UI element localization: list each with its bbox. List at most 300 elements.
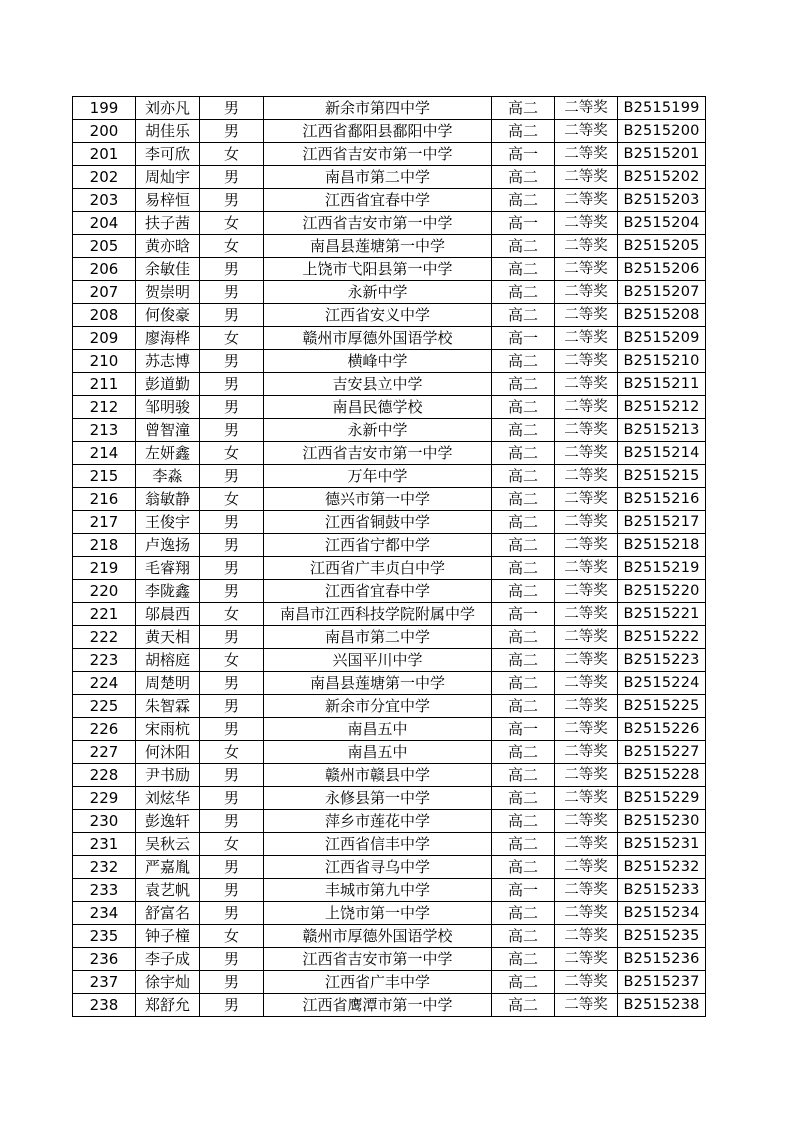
award-level: 二等奖 [555, 856, 618, 879]
grade-level: 高二 [492, 695, 555, 718]
award-level: 二等奖 [555, 810, 618, 833]
table-row [73, 695, 706, 718]
school-name: 江西省吉安市第一中学 [264, 442, 492, 465]
student-gender: 男 [200, 948, 264, 971]
student-name: 扶子茜 [136, 212, 200, 235]
student-name: 胡榕庭 [136, 649, 200, 672]
grade-level: 高二 [492, 373, 555, 396]
row-number: 203 [73, 189, 136, 212]
certificate-number: B2515233 [618, 879, 706, 902]
row-number: 218 [73, 534, 136, 557]
school-name: 南昌市江西科技学院附属中学 [264, 603, 492, 626]
student-name: 郑舒允 [136, 994, 200, 1017]
certificate-number: B2515208 [618, 304, 706, 327]
school-name: 江西省铜鼓中学 [264, 511, 492, 534]
school-name: 江西省宜春中学 [264, 580, 492, 603]
school-name: 江西省鄱阳县鄱阳中学 [264, 120, 492, 143]
table-row [73, 212, 706, 235]
school-name: 江西省广丰贞白中学 [264, 557, 492, 580]
student-name: 李淼 [136, 465, 200, 488]
certificate-number: B2515224 [618, 672, 706, 695]
student-gender: 男 [200, 350, 264, 373]
certificate-number: B2515209 [618, 327, 706, 350]
school-name: 万年中学 [264, 465, 492, 488]
grade-level: 高二 [492, 304, 555, 327]
student-name: 舒富名 [136, 902, 200, 925]
student-name: 钟子橦 [136, 925, 200, 948]
table-row [73, 143, 706, 166]
student-name: 李可欣 [136, 143, 200, 166]
row-number: 232 [73, 856, 136, 879]
grade-level: 高二 [492, 189, 555, 212]
award-level: 二等奖 [555, 902, 618, 925]
school-name: 丰城市第九中学 [264, 879, 492, 902]
award-level: 二等奖 [555, 557, 618, 580]
student-gender: 男 [200, 511, 264, 534]
certificate-number: B2515226 [618, 718, 706, 741]
student-name: 尹书励 [136, 764, 200, 787]
table-row [73, 442, 706, 465]
student-name: 朱智霖 [136, 695, 200, 718]
school-name: 江西省吉安市第一中学 [264, 948, 492, 971]
grade-level: 高一 [492, 603, 555, 626]
certificate-number: B2515228 [618, 764, 706, 787]
grade-level: 高二 [492, 741, 555, 764]
school-name: 赣州市厚德外国语学校 [264, 327, 492, 350]
row-number: 234 [73, 902, 136, 925]
table-row [73, 419, 706, 442]
row-number: 214 [73, 442, 136, 465]
student-name: 左妍鑫 [136, 442, 200, 465]
row-number: 238 [73, 994, 136, 1017]
certificate-number: B2515236 [618, 948, 706, 971]
grade-level: 高二 [492, 120, 555, 143]
row-number: 220 [73, 580, 136, 603]
school-name: 萍乡市莲花中学 [264, 810, 492, 833]
award-level: 二等奖 [555, 373, 618, 396]
grade-level: 高二 [492, 258, 555, 281]
school-name: 南昌五中 [264, 741, 492, 764]
award-level: 二等奖 [555, 833, 618, 856]
student-gender: 男 [200, 879, 264, 902]
school-name: 江西省寻乌中学 [264, 856, 492, 879]
student-gender: 男 [200, 465, 264, 488]
grade-level: 高二 [492, 948, 555, 971]
grade-level: 高二 [492, 764, 555, 787]
certificate-number: B2515227 [618, 741, 706, 764]
certificate-number: B2515217 [618, 511, 706, 534]
student-name: 黄亦晗 [136, 235, 200, 258]
student-name: 宋雨杭 [136, 718, 200, 741]
table-row [73, 994, 706, 1017]
student-gender: 女 [200, 212, 264, 235]
student-name: 彭道勤 [136, 373, 200, 396]
award-level: 二等奖 [555, 143, 618, 166]
table-row [73, 120, 706, 143]
row-number: 225 [73, 695, 136, 718]
table-row [73, 764, 706, 787]
school-name: 上饶市第一中学 [264, 902, 492, 925]
certificate-number: B2515200 [618, 120, 706, 143]
table-row [73, 557, 706, 580]
school-name: 江西省宁都中学 [264, 534, 492, 557]
table-row [73, 488, 706, 511]
award-level: 二等奖 [555, 258, 618, 281]
student-gender: 男 [200, 787, 264, 810]
grade-level: 高二 [492, 557, 555, 580]
award-level: 二等奖 [555, 534, 618, 557]
student-gender: 男 [200, 695, 264, 718]
row-number: 236 [73, 948, 136, 971]
grade-level: 高二 [492, 442, 555, 465]
grade-level: 高二 [492, 419, 555, 442]
award-level: 二等奖 [555, 787, 618, 810]
award-level: 二等奖 [555, 741, 618, 764]
award-level: 二等奖 [555, 166, 618, 189]
student-name: 周楚明 [136, 672, 200, 695]
table-row [73, 396, 706, 419]
certificate-number: B2515201 [618, 143, 706, 166]
school-name: 新余市第四中学 [264, 97, 492, 120]
certificate-number: B2515223 [618, 649, 706, 672]
school-name: 南昌五中 [264, 718, 492, 741]
student-name: 胡佳乐 [136, 120, 200, 143]
grade-level: 高二 [492, 787, 555, 810]
table-row [73, 856, 706, 879]
certificate-number: B2515203 [618, 189, 706, 212]
award-level: 二等奖 [555, 465, 618, 488]
student-name: 徐宇灿 [136, 971, 200, 994]
table-row [73, 373, 706, 396]
certificate-number: B2515230 [618, 810, 706, 833]
certificate-number: B2515202 [618, 166, 706, 189]
student-gender: 男 [200, 764, 264, 787]
student-name: 王俊宇 [136, 511, 200, 534]
grade-level: 高二 [492, 534, 555, 557]
student-name: 严嘉胤 [136, 856, 200, 879]
school-name: 江西省吉安市第一中学 [264, 212, 492, 235]
table-row [73, 281, 706, 304]
table-row [73, 511, 706, 534]
grade-level: 高二 [492, 465, 555, 488]
table-row [73, 258, 706, 281]
certificate-number: B2515211 [618, 373, 706, 396]
grade-level: 高二 [492, 626, 555, 649]
school-name: 南昌县莲塘第一中学 [264, 672, 492, 695]
award-level: 二等奖 [555, 212, 618, 235]
student-gender: 男 [200, 396, 264, 419]
certificate-number: B2515232 [618, 856, 706, 879]
row-number: 235 [73, 925, 136, 948]
award-level: 二等奖 [555, 626, 618, 649]
award-level: 二等奖 [555, 97, 618, 120]
award-level: 二等奖 [555, 327, 618, 350]
award-level: 二等奖 [555, 120, 618, 143]
student-name: 刘亦凡 [136, 97, 200, 120]
grade-level: 高一 [492, 718, 555, 741]
grade-level: 高二 [492, 235, 555, 258]
award-level: 二等奖 [555, 235, 618, 258]
award-level: 二等奖 [555, 281, 618, 304]
school-name: 赣州市赣县中学 [264, 764, 492, 787]
certificate-number: B2515216 [618, 488, 706, 511]
grade-level: 高二 [492, 488, 555, 511]
award-level: 二等奖 [555, 189, 618, 212]
table-row [73, 327, 706, 350]
award-level: 二等奖 [555, 971, 618, 994]
certificate-number: B2515199 [618, 97, 706, 120]
table-row [73, 235, 706, 258]
award-level: 二等奖 [555, 718, 618, 741]
grade-level: 高一 [492, 327, 555, 350]
student-name: 李子成 [136, 948, 200, 971]
student-name: 苏志博 [136, 350, 200, 373]
student-gender: 男 [200, 281, 264, 304]
row-number: 230 [73, 810, 136, 833]
certificate-number: B2515207 [618, 281, 706, 304]
award-level: 二等奖 [555, 948, 618, 971]
grade-level: 高二 [492, 396, 555, 419]
row-number: 207 [73, 281, 136, 304]
school-name: 德兴市第一中学 [264, 488, 492, 511]
award-level: 二等奖 [555, 925, 618, 948]
school-name: 横峰中学 [264, 350, 492, 373]
student-name: 余敏佳 [136, 258, 200, 281]
grade-level: 高二 [492, 672, 555, 695]
school-name: 南昌民德学校 [264, 396, 492, 419]
table-row [73, 166, 706, 189]
school-name: 南昌县莲塘第一中学 [264, 235, 492, 258]
row-number: 224 [73, 672, 136, 695]
row-number: 206 [73, 258, 136, 281]
certificate-number: B2515237 [618, 971, 706, 994]
student-gender: 女 [200, 649, 264, 672]
student-gender: 女 [200, 235, 264, 258]
student-gender: 男 [200, 557, 264, 580]
row-number: 201 [73, 143, 136, 166]
certificate-number: B2515206 [618, 258, 706, 281]
student-name: 刘炫华 [136, 787, 200, 810]
grade-level: 高二 [492, 833, 555, 856]
award-level: 二等奖 [555, 603, 618, 626]
grade-level: 高二 [492, 580, 555, 603]
award-list-body [73, 97, 706, 1017]
row-number: 237 [73, 971, 136, 994]
row-number: 213 [73, 419, 136, 442]
table-row [73, 465, 706, 488]
student-name: 翁敏静 [136, 488, 200, 511]
row-number: 204 [73, 212, 136, 235]
school-name: 兴国平川中学 [264, 649, 492, 672]
award-level: 二等奖 [555, 304, 618, 327]
row-number: 216 [73, 488, 136, 511]
school-name: 江西省吉安市第一中学 [264, 143, 492, 166]
grade-level: 高二 [492, 511, 555, 534]
grade-level: 高二 [492, 994, 555, 1017]
student-gender: 男 [200, 971, 264, 994]
grade-level: 高二 [492, 281, 555, 304]
certificate-number: B2515238 [618, 994, 706, 1017]
row-number: 228 [73, 764, 136, 787]
student-gender: 女 [200, 925, 264, 948]
table-row [73, 626, 706, 649]
grade-level: 高二 [492, 166, 555, 189]
student-gender: 女 [200, 833, 264, 856]
table-row [73, 925, 706, 948]
award-level: 二等奖 [555, 994, 618, 1017]
certificate-number: B2515213 [618, 419, 706, 442]
award-level: 二等奖 [555, 350, 618, 373]
certificate-number: B2515210 [618, 350, 706, 373]
student-name: 吴秋云 [136, 833, 200, 856]
grade-level: 高二 [492, 925, 555, 948]
award-level: 二等奖 [555, 649, 618, 672]
grade-level: 高二 [492, 97, 555, 120]
student-gender: 女 [200, 327, 264, 350]
row-number: 233 [73, 879, 136, 902]
student-gender: 男 [200, 97, 264, 120]
student-name: 何沐阳 [136, 741, 200, 764]
school-name: 永新中学 [264, 419, 492, 442]
certificate-number: B2515219 [618, 557, 706, 580]
certificate-number: B2515220 [618, 580, 706, 603]
student-name: 黄天相 [136, 626, 200, 649]
student-gender: 男 [200, 419, 264, 442]
certificate-number: B2515214 [618, 442, 706, 465]
row-number: 202 [73, 166, 136, 189]
row-number: 211 [73, 373, 136, 396]
student-gender: 女 [200, 143, 264, 166]
student-name: 卢逸扬 [136, 534, 200, 557]
row-number: 205 [73, 235, 136, 258]
award-level: 二等奖 [555, 695, 618, 718]
table-row [73, 971, 706, 994]
certificate-number: B2515212 [618, 396, 706, 419]
student-gender: 男 [200, 718, 264, 741]
table-row [73, 603, 706, 626]
student-gender: 男 [200, 856, 264, 879]
grade-level: 高一 [492, 212, 555, 235]
school-name: 永修县第一中学 [264, 787, 492, 810]
certificate-number: B2515231 [618, 833, 706, 856]
award-level: 二等奖 [555, 488, 618, 511]
school-name: 赣州市厚德外国语学校 [264, 925, 492, 948]
student-name: 彭逸轩 [136, 810, 200, 833]
student-name: 贺崇明 [136, 281, 200, 304]
grade-level: 高二 [492, 856, 555, 879]
certificate-number: B2515204 [618, 212, 706, 235]
student-gender: 男 [200, 626, 264, 649]
row-number: 229 [73, 787, 136, 810]
grade-level: 高一 [492, 143, 555, 166]
certificate-number: B2515225 [618, 695, 706, 718]
certificate-number: B2515221 [618, 603, 706, 626]
student-name: 邬晨西 [136, 603, 200, 626]
table-row [73, 741, 706, 764]
school-name: 江西省鹰潭市第一中学 [264, 994, 492, 1017]
row-number: 200 [73, 120, 136, 143]
certificate-number: B2515205 [618, 235, 706, 258]
grade-level: 高二 [492, 649, 555, 672]
table-row [73, 350, 706, 373]
student-gender: 女 [200, 442, 264, 465]
student-gender: 男 [200, 810, 264, 833]
table-row [73, 649, 706, 672]
certificate-number: B2515234 [618, 902, 706, 925]
table-row [73, 902, 706, 925]
school-name: 江西省信丰中学 [264, 833, 492, 856]
table-row [73, 534, 706, 557]
school-name: 江西省宜春中学 [264, 189, 492, 212]
table-row [73, 304, 706, 327]
school-name: 南昌市第二中学 [264, 626, 492, 649]
award-list-table [72, 96, 706, 1017]
student-name: 袁艺帆 [136, 879, 200, 902]
student-gender: 男 [200, 304, 264, 327]
student-name: 廖海桦 [136, 327, 200, 350]
school-name: 上饶市弋阳县第一中学 [264, 258, 492, 281]
row-number: 227 [73, 741, 136, 764]
table-row [73, 948, 706, 971]
student-gender: 男 [200, 580, 264, 603]
student-name: 李陇鑫 [136, 580, 200, 603]
student-name: 周灿宇 [136, 166, 200, 189]
row-number: 219 [73, 557, 136, 580]
table-row [73, 672, 706, 695]
certificate-number: B2515229 [618, 787, 706, 810]
row-number: 212 [73, 396, 136, 419]
certificate-number: B2515222 [618, 626, 706, 649]
row-number: 209 [73, 327, 136, 350]
student-name: 曾智潼 [136, 419, 200, 442]
school-name: 南昌市第二中学 [264, 166, 492, 189]
table-row [73, 879, 706, 902]
student-gender: 女 [200, 488, 264, 511]
row-number: 231 [73, 833, 136, 856]
school-name: 江西省广丰中学 [264, 971, 492, 994]
grade-level: 高二 [492, 810, 555, 833]
table-row [73, 718, 706, 741]
student-gender: 女 [200, 741, 264, 764]
award-level: 二等奖 [555, 396, 618, 419]
table-row [73, 580, 706, 603]
award-level: 二等奖 [555, 764, 618, 787]
row-number: 210 [73, 350, 136, 373]
award-level: 二等奖 [555, 672, 618, 695]
student-gender: 男 [200, 373, 264, 396]
student-name: 易梓恒 [136, 189, 200, 212]
award-level: 二等奖 [555, 580, 618, 603]
school-name: 永新中学 [264, 281, 492, 304]
certificate-number: B2515215 [618, 465, 706, 488]
row-number: 222 [73, 626, 136, 649]
row-number: 223 [73, 649, 136, 672]
table-row [73, 787, 706, 810]
certificate-number: B2515235 [618, 925, 706, 948]
grade-level: 高二 [492, 902, 555, 925]
award-level: 二等奖 [555, 879, 618, 902]
row-number: 226 [73, 718, 136, 741]
student-gender: 男 [200, 902, 264, 925]
award-level: 二等奖 [555, 419, 618, 442]
student-gender: 男 [200, 120, 264, 143]
table-row [73, 810, 706, 833]
school-name: 新余市分宜中学 [264, 695, 492, 718]
student-gender: 男 [200, 166, 264, 189]
student-gender: 男 [200, 258, 264, 281]
school-name: 吉安县立中学 [264, 373, 492, 396]
table-row [73, 97, 706, 120]
